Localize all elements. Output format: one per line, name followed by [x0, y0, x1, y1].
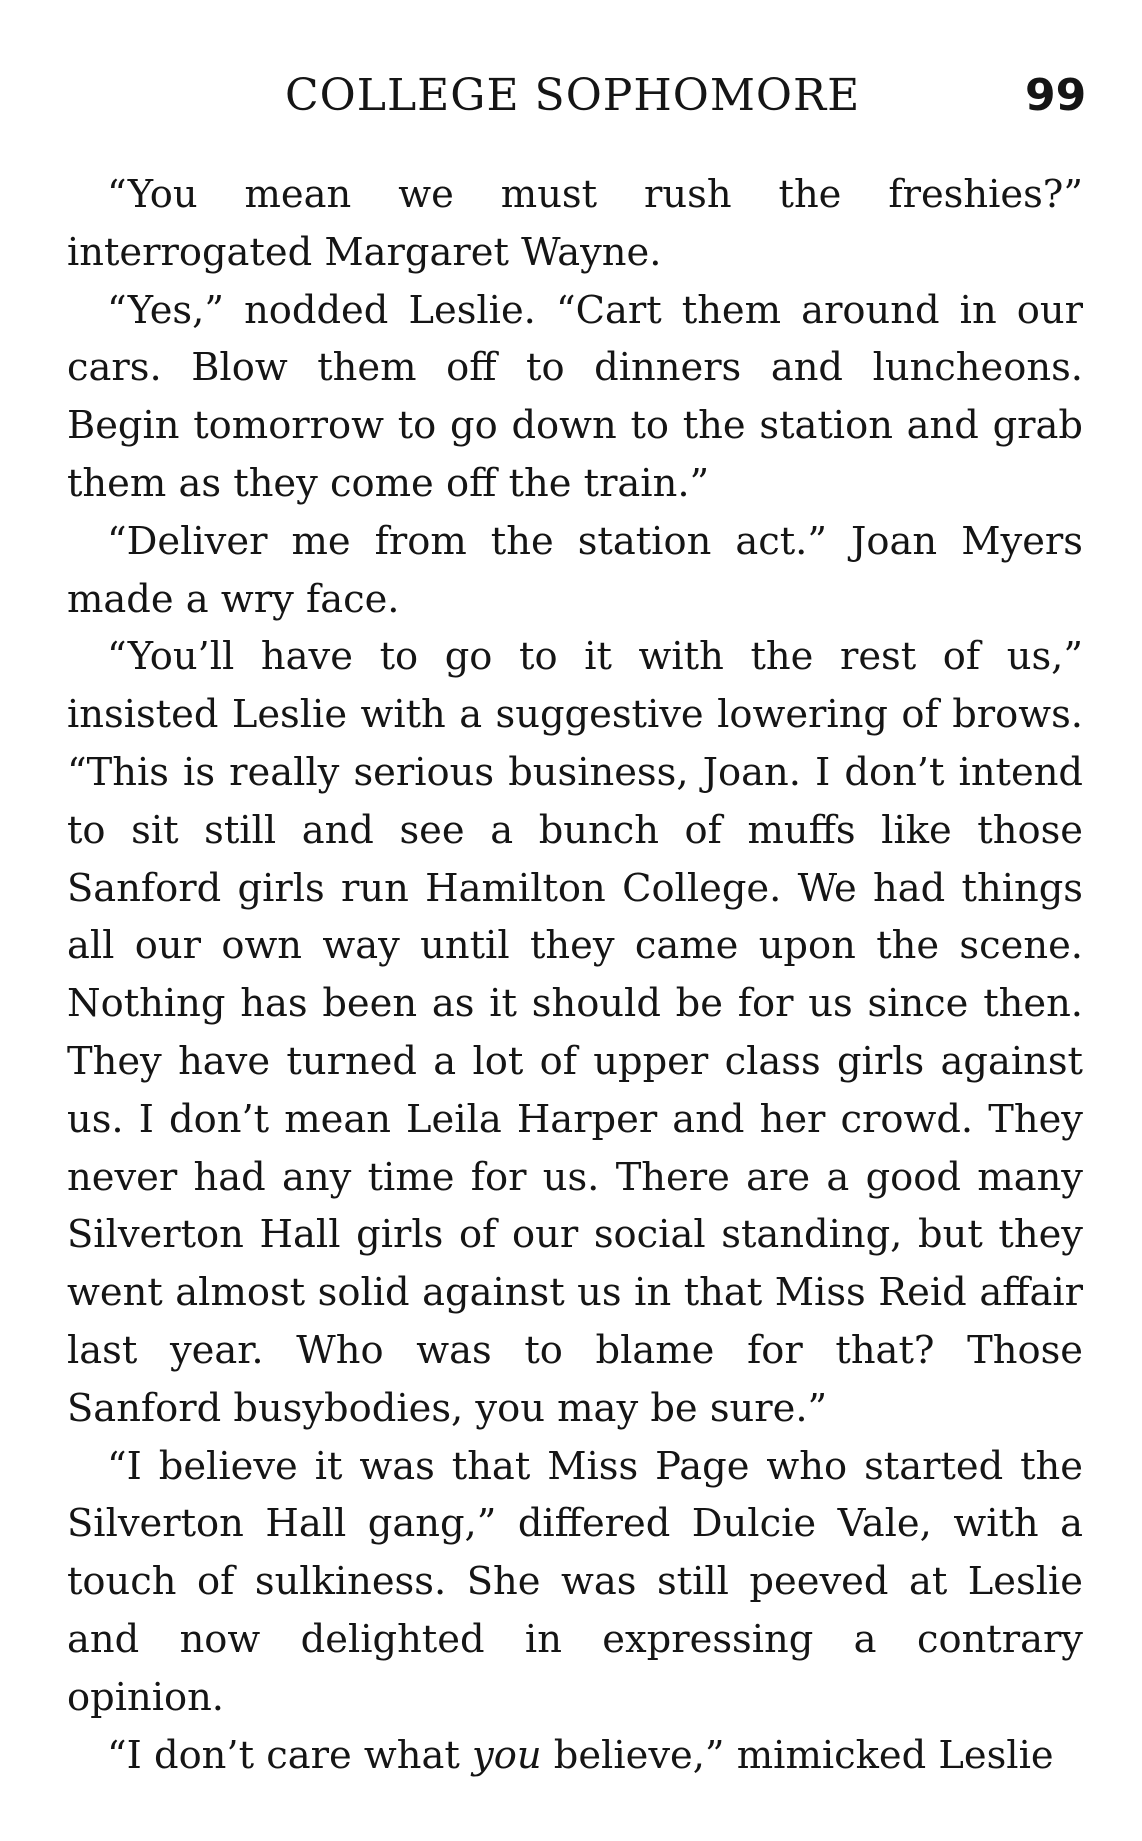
- emphasized-word: you: [472, 1732, 542, 1778]
- paragraph-3: “Deliver me from the station act.” Joan Myers made a wry face.: [67, 518, 1083, 622]
- paragraph-6-start: “I don’t care what: [107, 1732, 473, 1778]
- page-header: [0, 70, 1142, 130]
- page-number: 99: [1025, 70, 1087, 121]
- body-text: [67, 166, 1083, 1784]
- paragraph-1: “You mean we must rush the freshies?” interrogated Margaret Wayne.: [67, 172, 1083, 275]
- running-title: COLLEGE SOPHOMORE: [285, 70, 861, 121]
- paragraph-6: [67, 1727, 1083, 1785]
- paragraph-5: “I believe it was that Miss Page who started the Silverton Hall gang,” differed Dulcie Vale, with a touch of sulkiness. She was still peeved at Leslie and now delighted in expressing a contrary opinion.: [67, 1443, 1083, 1720]
- paragraph-2: “Yes,” nodded Leslie. “Cart them around in our cars. Blow them off to dinners and luncheons. Begin tomorrow to go down to the station and grab them as they come off the train.”: [67, 287, 1083, 506]
- paragraph-4: “You’ll have to go to it with the rest of us,” insisted Leslie with a suggestive lowering of brows. “This is really serious business, Joan. I don’t intend to sit still and see a bunch of muffs like those Sanford girls run Hamilton College. We had things all our own way until they came upon the scene. Nothing has been as it should be for us since then. They have turned a lot of upper class girls against us. I don’t mean Leila Harper and her crowd. They never had any time for us. There are a good many Silverton Hall girls of our social standing, but they went almost solid against us in that Miss Reid affair last year. Who was to blame for that? Those Sanford busybodies, you may be sure.”: [67, 634, 1083, 1431]
- paragraph-6-end: believe,” mimicked Leslie: [541, 1732, 1054, 1778]
